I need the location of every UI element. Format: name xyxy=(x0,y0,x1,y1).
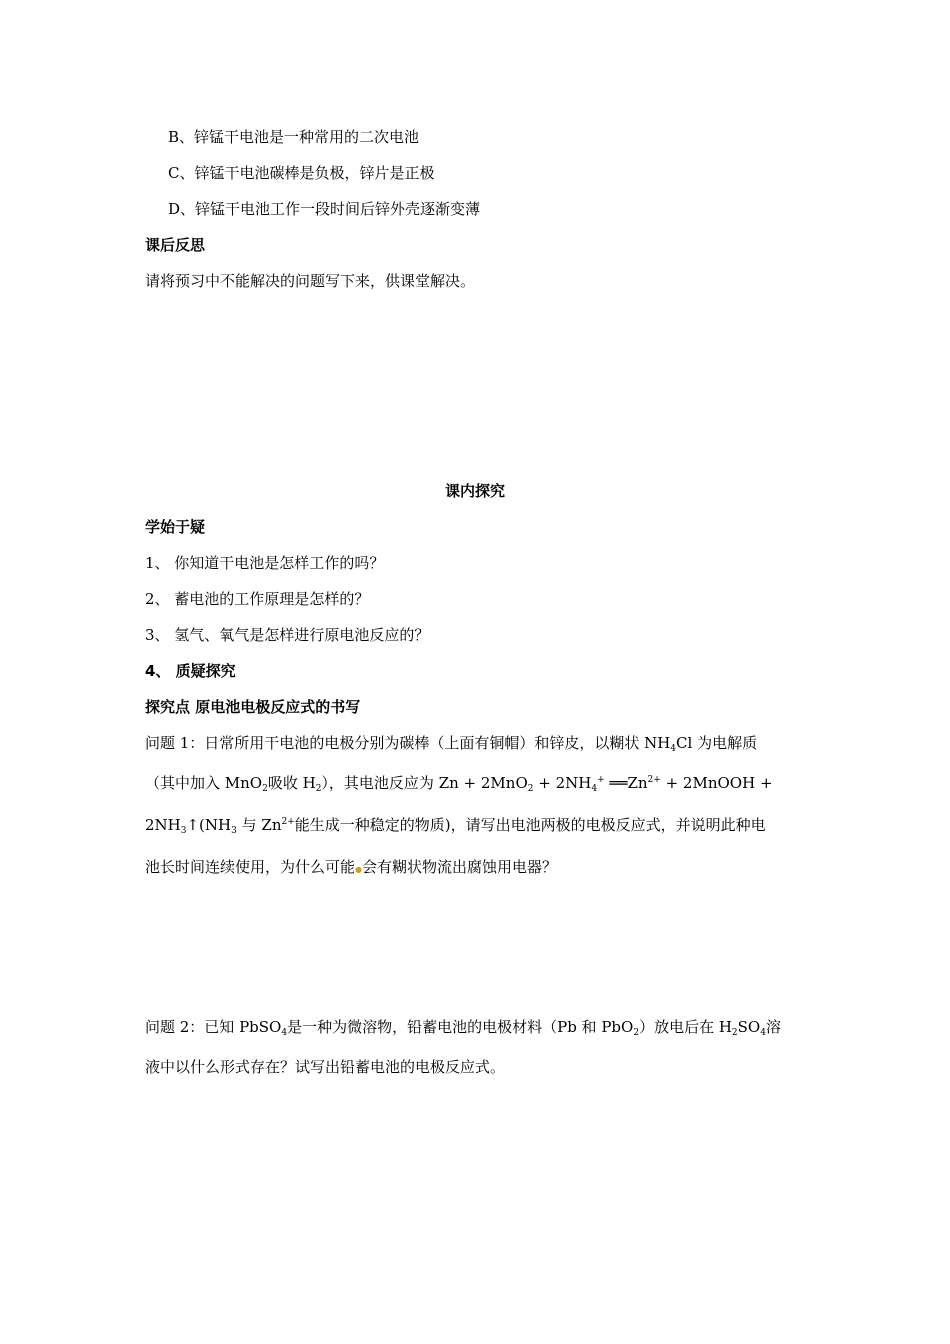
problem-2-line-1 xyxy=(145,1017,781,1037)
explore-point-heading: 探究点 原电池电极反应式的书写 xyxy=(145,698,361,716)
problem-1-line-4 xyxy=(145,857,557,880)
option-d: D、锌锰干电池工作一段时间后锌外壳逐渐变薄 xyxy=(168,200,481,218)
subscript: 2 xyxy=(731,1028,738,1038)
section-title: 课内探究 xyxy=(444,482,505,500)
problem-2-text: 问题 2：已知 PbSO xyxy=(145,1018,282,1036)
reflection-heading: 课后反思 xyxy=(145,236,206,254)
problem-1-text: 2NH xyxy=(145,816,181,834)
option-c: C、锌锰干电池碳棒是负极，锌片是正极 xyxy=(168,164,435,182)
question-1: 1、 你知道干电池是怎样工作的吗？ xyxy=(145,554,385,572)
superscript: 2+ xyxy=(647,775,661,785)
subscript: 4 xyxy=(281,1028,288,1038)
problem-2-text: 溶 xyxy=(765,1018,781,1036)
problem-1-text: 与 Zn xyxy=(236,816,282,834)
problem-2-line-2: 液中以什么形式存在？试写出铅蓄电池的电极反应式。 xyxy=(145,1058,506,1076)
problem-1-text: + 2MnOOH + xyxy=(660,774,773,792)
problem-1-text: ），其电池反应为 Zn + 2MnO xyxy=(321,774,528,792)
superscript: 2+ xyxy=(281,817,295,827)
subscript: 4 xyxy=(591,784,598,794)
problem-1-text: Cl 为电解质 xyxy=(676,734,758,752)
doubt-heading: 学始于疑 xyxy=(145,518,206,536)
problem-1-text: 能生成一种稳定的物质)，请写出电池两极的电极反应式，并说明此种电 xyxy=(294,816,766,834)
problem-1-line-3 xyxy=(145,815,766,835)
problem-1-text: + 2NH xyxy=(533,774,592,792)
problem-2-text: SO xyxy=(737,1018,761,1036)
subscript: 2 xyxy=(262,784,268,794)
subscript: 4 xyxy=(760,1028,766,1038)
problem-2-text: ）放电后在 H xyxy=(639,1018,732,1036)
question-4-heading: 4、 质疑探究 xyxy=(145,662,236,680)
problem-1-text: ↑(NH xyxy=(186,816,232,834)
problem-1-text: （其中加入 MnO xyxy=(145,774,263,792)
problem-1-text: 吸收 H xyxy=(267,774,316,792)
problem-1-text: 问题 1：日常所用干电池的电极分别为碳棒（上面有铜帽）和锌皮，以糊状 NH xyxy=(145,734,671,752)
option-b: B、锌锰干电池是一种常用的二次电池 xyxy=(168,128,420,146)
subscript: 4 xyxy=(670,744,677,754)
problem-1-text: ══Zn xyxy=(604,774,648,792)
reflection-text: 请将预习中不能解决的问题写下来，供课堂解决。 xyxy=(145,272,476,290)
subscript: 2 xyxy=(633,1028,640,1038)
subscript: 3 xyxy=(180,826,187,836)
emphasis-dot: ● xyxy=(355,865,362,874)
question-2: 2、 蓄电池的工作原理是怎样的？ xyxy=(145,590,370,608)
problem-1-line-1 xyxy=(145,733,757,753)
subscript: 2 xyxy=(527,784,534,794)
problem-1-text: 会有糊状物流出腐蚀用电器？ xyxy=(362,858,558,876)
problem-1-line-2 xyxy=(145,773,773,793)
problem-1-text: 池长时间连续使用，为什么可能 xyxy=(145,858,356,876)
problem-2-text: 是一种为微溶物，铅蓄电池的电极材料（Pb 和 PbO xyxy=(287,1018,634,1036)
subscript: 3 xyxy=(231,826,237,836)
subscript: 2 xyxy=(315,784,322,794)
superscript: + xyxy=(597,775,605,785)
question-3: 3、 氢气、氧气是怎样进行原电池反应的？ xyxy=(145,626,430,644)
